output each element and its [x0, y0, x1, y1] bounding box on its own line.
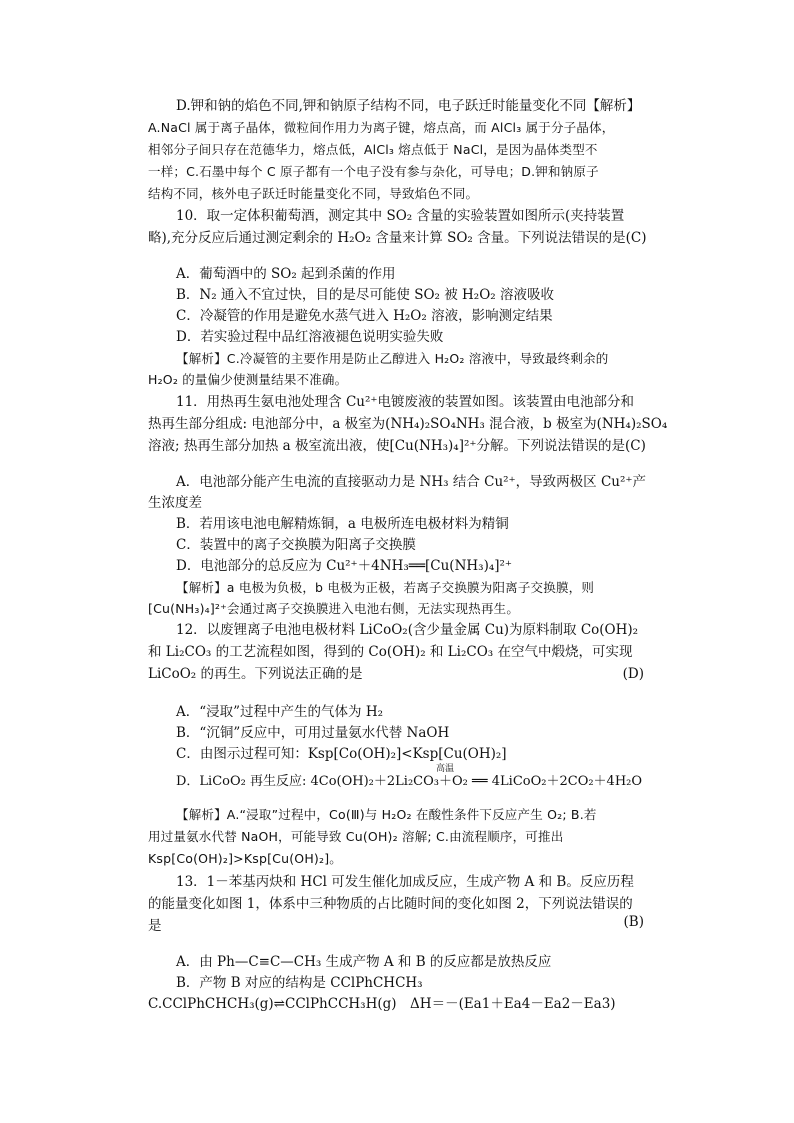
question-12-line: 和 Li₂CO₃ 的工艺流程如图，得到的 Co(OH)₂ 和 Li₂CO₃ 在空气中煅烧，可实现 [148, 644, 633, 660]
option-line: C．由图示过程可知：Ksp[Co(OH)₂]<Ksp[Cu(OH)₂] [176, 746, 507, 762]
option-line: D．电池部分的总反应为 Cu²⁺＋4NH₃══[Cu(NH₃)₄]²⁺ [176, 558, 513, 574]
option-line: D．若实验过程中品红溶液褪色说明实验失败 [176, 329, 444, 345]
analysis-line: Ksp[Co(OH)₂]>Ksp[Cu(OH)₂]。 [148, 851, 343, 866]
option-line: C．冷凝管的作用是避免水蒸气进入 H₂O₂ 溶液，影响测定结果 [176, 308, 553, 324]
question-13-line: 的能量变化如图 1，体系中三种物质的占比随时间的变化如图 2，下列说法错误的 [148, 896, 633, 912]
analysis-line: 【解析】C.冷凝管的主要作用是防止乙醇进入 H₂O₂ 溶液中，导致最终剩余的 [176, 351, 609, 366]
question-11-line: 热再生部分组成: 电池部分中，a 极室为(NH₄)₂SO₄NH₃ 混合液，b 极室为(NH₄)₂SO₄ [148, 416, 668, 432]
option-line: B．“沉铜”反应中，可用过量氨水代替 NaOH [176, 725, 450, 741]
question-12-line: 12．以废锂离子电池电极材料 LiCoO₂(含少量金属 Cu)为原料制取 Co(OH)₂ [176, 622, 639, 638]
analysis-line: 【解析】a 电极为负极，b 电极为正极，若离子交换膜为阳离子交换膜，则 [176, 580, 595, 595]
question-12-line: LiCoO₂ 的再生。下列说法正确的是 [148, 666, 363, 682]
question-11-line: 溶液; 热再生部分加热 a 极室流出液，使[Cu(NH₃)₄]²⁺分解。下列说法错误的是(C) [148, 438, 646, 454]
option-line: 生浓度差 [148, 495, 202, 511]
question-10-line: 略),充分反应后通过测定剩余的 H₂O₂ 含量来计算 SO₂ 含量。下列说法错误的是(C) [148, 230, 647, 246]
analysis-line: 结构不同，核外电子跃迁时能量变化不同，导致焰色不同。 [148, 186, 479, 201]
option-line: A．“浸取”过程中产生的气体为 H₂ [176, 704, 384, 720]
option-line: A．葡萄酒中的 SO₂ 起到杀菌的作用 [176, 266, 396, 282]
analysis-line: 一样；C.石墨中每个 C 原子都有一个电子没有参与杂化，可导电；D.钾和钠原子 [148, 164, 599, 179]
option-line: B．N₂ 通入不宜过快，目的是尽可能使 SO₂ 被 H₂O₂ 溶液吸收 [176, 287, 554, 303]
option-line: A．电池部分能产生电流的直接驱动力是 NH₃ 结合 Cu²⁺，导致两极区 Cu²⁺产 [176, 474, 647, 490]
text-line: D.钾和钠的焰色不同,钾和钠原子结构不同，电子跃迁时能量变化不同【解析】 [176, 98, 641, 114]
answer-q13: (B) [623, 914, 644, 930]
option-line: B．若用该电池电解精炼铜，a 电极所连电极材料为精铜 [176, 516, 509, 532]
question-13-line: 13．1－苯基丙炔和 HCl 可发生催化加成反应，生成产物 A 和 B。反应历程 [176, 874, 634, 890]
analysis-line: 相邻分子间只存在范德华力，熔点低，AlCl₃ 熔点低于 NaCl，是因为晶体类型不 [148, 142, 598, 157]
option-line: D．LiCoO₂ 再生反应: 4Co(OH)₂＋2Li₂CO₃＋O₂ ══ 4LiCoO₂＋2CO₂＋4H₂O [176, 774, 643, 789]
option-line: A．由 Ph—C≡C—CH₃ 生成产物 A 和 B 的反应都是放热反应 [176, 954, 552, 970]
analysis-line: 【解析】A.“浸取”过程中，Co(Ⅲ)与 H₂O₂ 在酸性条件下反应产生 O₂; B.若 [176, 807, 597, 822]
answer-q12: (D) [622, 666, 644, 682]
analysis-line: A.NaCl 属于离子晶体，微粒间作用力为离子键，熔点高，而 AlCl₃ 属于分子晶体， [148, 120, 615, 135]
analysis-line: [Cu(NH₃)₄]²⁺会通过离子交换膜进入电池右侧，无法实现热再生。 [148, 601, 520, 616]
question-10-line: 10．取一定体积葡萄酒，测定其中 SO₂ 含量的实验装置如图所示(夹持装置 [176, 208, 625, 224]
analysis-line: 用过量氨水代替 NaOH，可能导致 Cu(OH)₂ 溶解; C.由流程顺序，可推出 [148, 829, 564, 844]
question-13-line: 是 [148, 918, 162, 934]
question-11-line: 11．用热再生氨电池处理含 Cu²⁺电镀废液的装置如图。该装置由电池部分和 [176, 394, 635, 410]
analysis-line: H₂O₂ 的量偏少使测量结果不准确。 [148, 372, 348, 387]
option-line: B．产物 B 对应的结构是 CClPhCHCH₃ [176, 975, 423, 991]
option-line: C．装置中的离子交换膜为阳离子交换膜 [176, 537, 416, 553]
option-line: C.CClPhCHCH₃(g)⇌CClPhCCH₃H(g) ΔH＝－(Ea1＋Ea4－Ea2－Ea3) [148, 996, 616, 1012]
reaction-condition-label: 高温 [436, 764, 455, 774]
